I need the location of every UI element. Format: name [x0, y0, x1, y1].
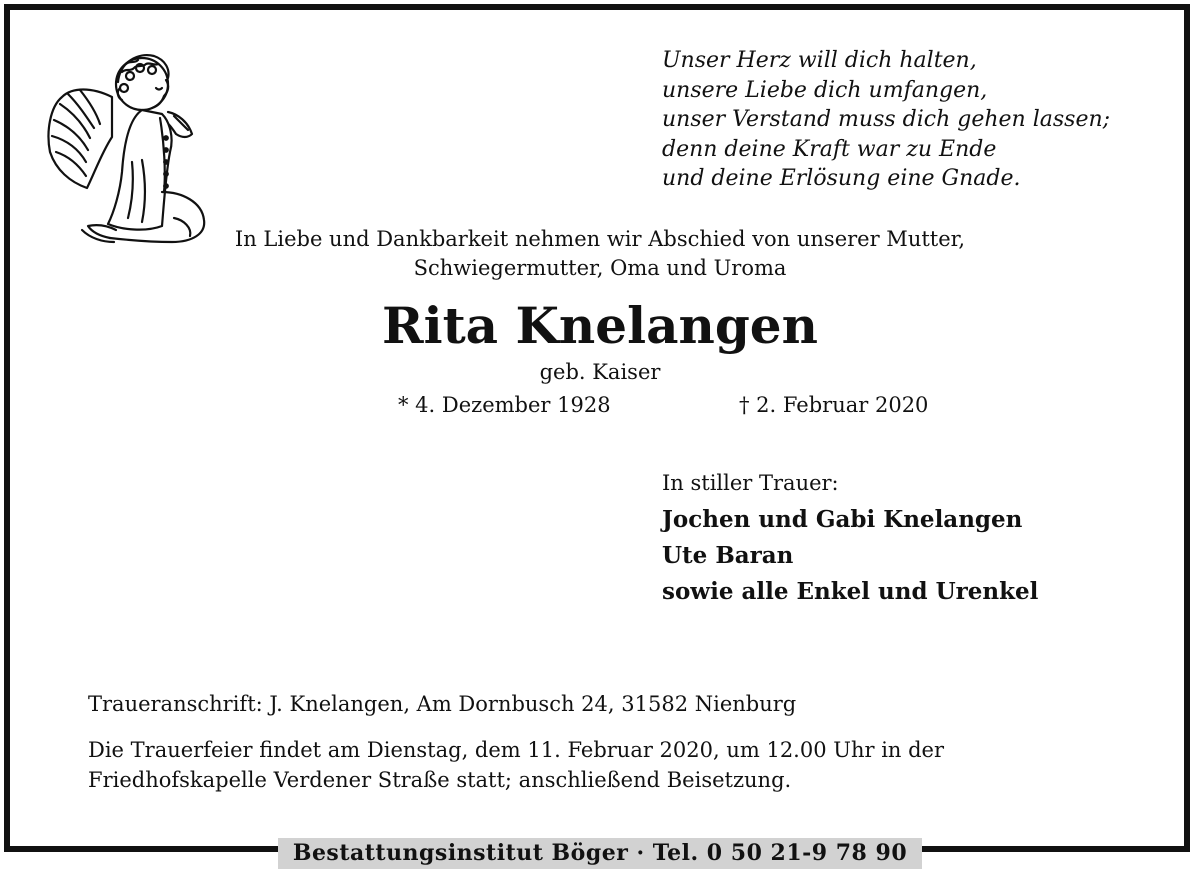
- birth-date: * 4. Dezember 1928: [398, 393, 611, 417]
- poem-line: unser Verstand muss dich gehen lassen;: [662, 107, 1111, 132]
- service-info-line-2: Friedhofskapelle Verdener Straße statt; anschließend Beisetzung.: [88, 768, 792, 792]
- intro-line-1: In Liebe und Dankbarkeit nehmen wir Abschied von unserer Mutter,: [234, 227, 966, 251]
- praying-angel-icon: [42, 42, 214, 252]
- mourner-name: Ute Baran: [662, 542, 794, 569]
- poem-line: denn deine Kraft war zu Ende: [662, 136, 997, 162]
- poem: [662, 46, 1162, 194]
- service-info-line-1: Die Trauerfeier findet am Dienstag, dem 11. Februar 2020, um 12.00 Uhr in der: [88, 738, 945, 762]
- mourners-heading: In stiller Trauer:: [662, 471, 839, 495]
- poem-line: und deine Erlösung eine Gnade.: [662, 166, 1021, 191]
- birth-name: geb. Kaiser: [539, 360, 661, 384]
- deceased-name: Rita Knelangen: [382, 296, 818, 355]
- mourner-name: sowie alle Enkel und Urenkel: [662, 578, 1039, 605]
- poem-line: unsere Liebe dich umfangen,: [662, 77, 988, 103]
- intro-line-2: Schwiegermutter, Oma und Uroma: [413, 256, 787, 280]
- poem-line: Unser Herz will dich halten,: [662, 48, 977, 73]
- mourner-name: Jochen und Gabi Knelangen: [662, 506, 1023, 533]
- mourning-address: Traueranschrift: J. Knelangen, Am Dornbusch 24, 31582 Nienburg: [88, 692, 797, 716]
- funeral-home-text: Bestattungsinstitut Böger · Tel. 0 50 21-9 78 90: [292, 840, 908, 866]
- death-date: † 2. Februar 2020: [739, 393, 929, 417]
